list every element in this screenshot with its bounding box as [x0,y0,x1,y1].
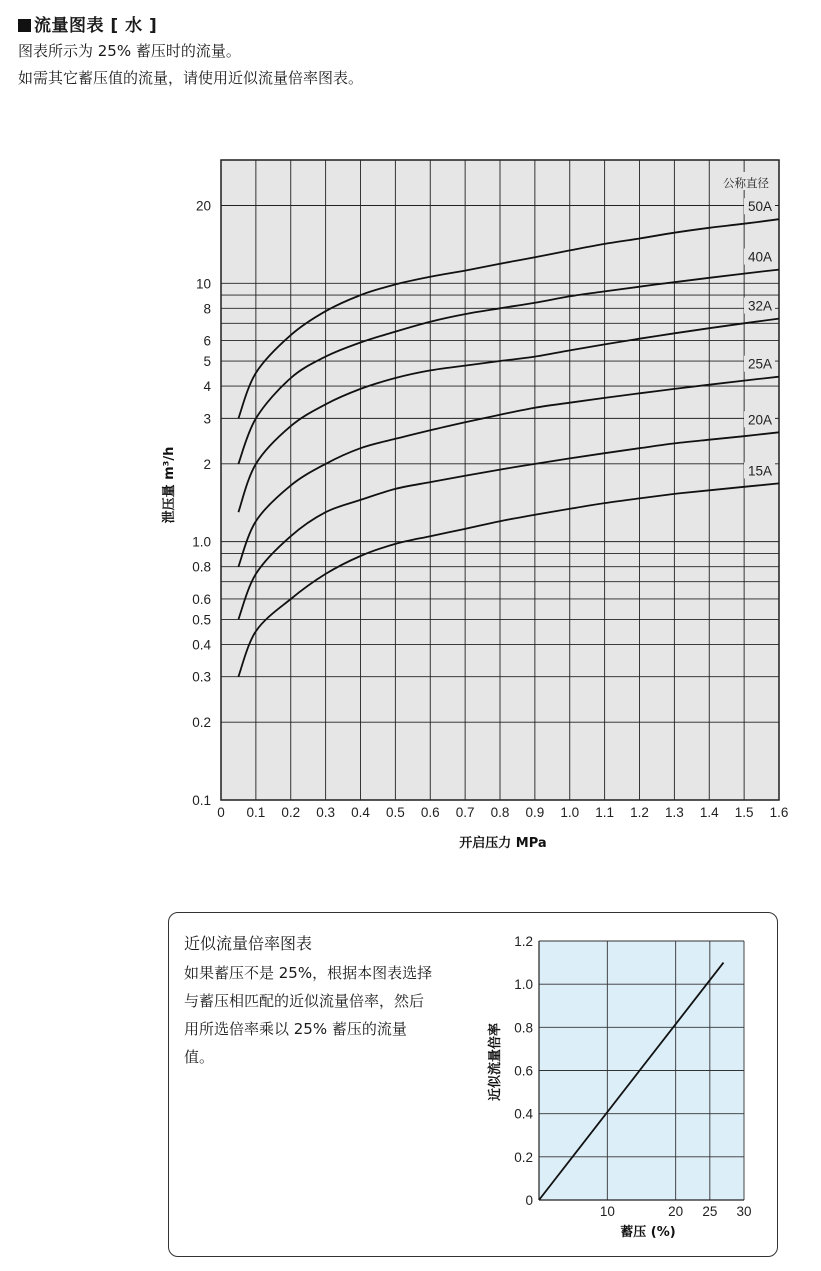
y-tick-label: 0.5 [192,612,211,628]
series-label-25A: 25A [747,356,773,372]
mult-y-tick-label: 1.2 [514,934,533,949]
x-tick-label: 0.2 [281,805,301,820]
page-title-text: 流量图表 [ 水 ] [34,16,158,36]
intro-line-2: 如需其它蓄压值的流量，请使用近似流量倍率图表。 [18,69,364,87]
y-tick-label: 3 [203,411,211,427]
y-tick-label: 10 [195,276,211,292]
y-tick-label: 0.3 [192,669,211,685]
series-label-40A: 40A [747,249,773,265]
intro-line-1: 图表所示为 25% 蓄压时的流量。 [18,42,241,60]
x-tick-label: 1.5 [734,805,754,820]
mult-y-tick-label: 0.8 [514,1020,533,1036]
x-tick-label: 0.5 [385,805,405,820]
mult-x-axis-label: 蓄压 (%) [620,1225,676,1240]
y-tick-label: 1.0 [192,534,211,550]
multiplier-panel [168,912,778,1257]
x-tick-label: 1.3 [664,805,684,820]
series-label-15A: 15A [747,463,773,479]
y-tick-label: 20 [195,198,211,214]
x-tick-label: 1.4 [699,805,719,820]
mult-y-tick-label: 0.6 [514,1063,533,1079]
x-tick-label: 1.0 [560,805,580,820]
multiplier-title: 近似流量倍率图表 [184,934,313,953]
mult-x-tick-label: 10 [599,1204,615,1219]
y-tick-label: 5 [203,354,211,370]
multiplier-description: 如果蓄压不是 25%，根据本图表选择与蓄压相匹配的近似流量倍率，然后用所选倍率乘以 25% 蓄压的流量值。 [184,964,433,1066]
mult-y-tick-label: 0.2 [514,1149,533,1165]
y-tick-label: 6 [203,333,211,349]
series-label-32A: 32A [747,298,773,314]
mult-y-tick-label: 0 [525,1193,533,1208]
x-tick-label: 0.8 [490,805,510,820]
x-tick-label: 1.2 [630,805,649,820]
x-tick-label: 0.7 [455,805,475,820]
mult-x-tick-label: 25 [702,1204,718,1219]
x-tick-label: 0.6 [420,805,440,820]
x-axis-label: 开启压力 MPa [459,836,547,851]
y-tick-label: 4 [203,379,211,395]
series-label-20A: 20A [747,412,773,428]
y-tick-label: 8 [203,301,211,317]
x-tick-label: 0.1 [246,805,266,820]
series-label-50A: 50A [747,199,773,215]
y-tick-label: 0.2 [192,715,211,731]
x-tick-label: 0 [217,805,225,820]
x-tick-label: 0.9 [525,805,545,820]
mult-y-tick-label: 0.4 [514,1106,533,1122]
y-tick-label: 0.6 [192,591,211,607]
mult-x-tick-label: 30 [736,1204,752,1219]
mult-y-axis-label: 近似流量倍率 [488,1022,503,1102]
mult-x-tick-label: 20 [668,1204,684,1219]
x-tick-label: 1.6 [769,805,789,820]
y-tick-label: 2 [203,456,211,472]
x-tick-label: 1.1 [595,805,615,820]
y-tick-label: 0.8 [192,559,211,575]
mult-y-tick-label: 1.0 [514,977,533,993]
y-tick-label: 0.4 [192,637,211,653]
x-tick-label: 0.3 [316,805,336,820]
y-axis-label: 泄压量 m³/h [162,446,177,524]
y-tick-label: 0.1 [192,793,211,808]
x-tick-label: 0.4 [351,805,370,820]
legend-title: 公称直径 [723,176,769,190]
